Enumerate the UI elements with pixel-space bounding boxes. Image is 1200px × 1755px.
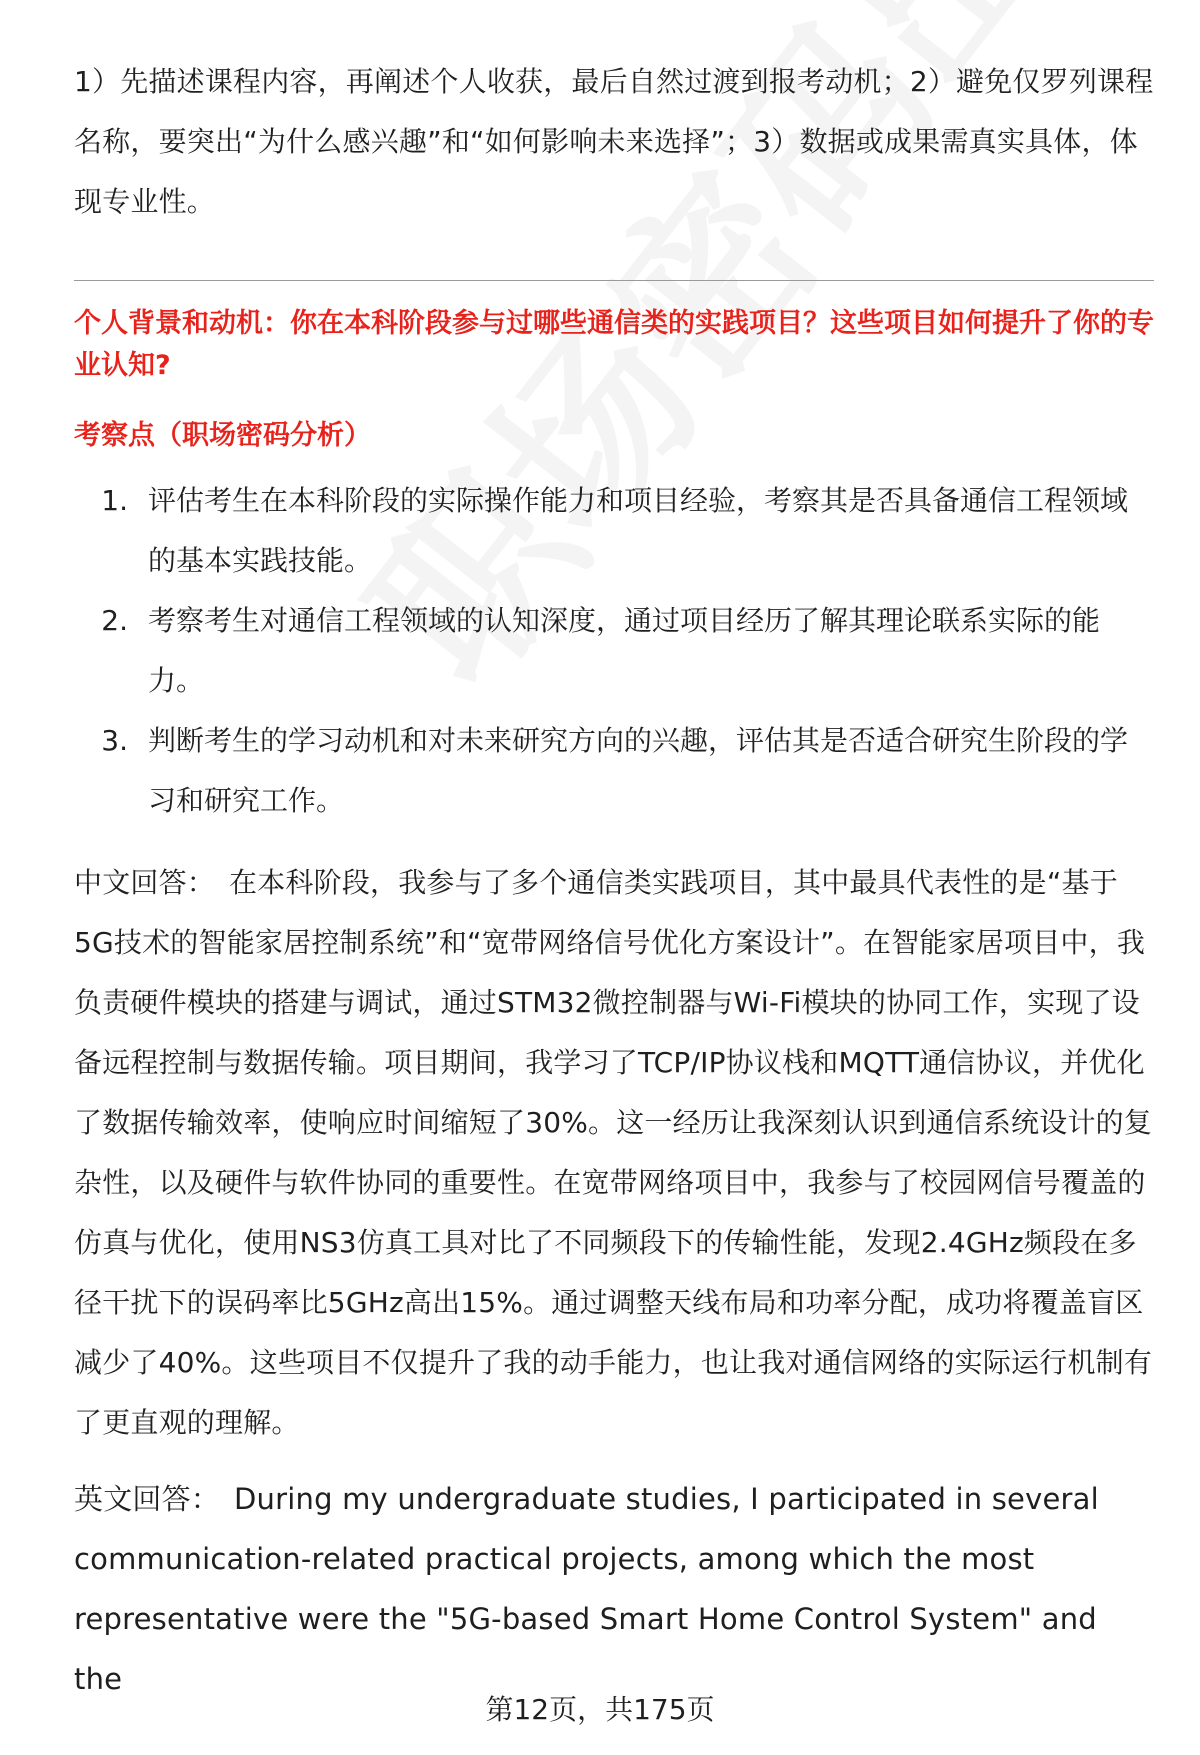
list-item: [74, 591, 1154, 711]
assessment-points-list: [74, 471, 1154, 831]
chinese-answer-label: 中文回答：: [74, 866, 216, 899]
chinese-answer: [74, 853, 1154, 1453]
list-number: 3.: [101, 724, 128, 757]
list-text: 考察考生对通信工程领域的认知深度，通过项目经历了解其理论联系实际的能力。: [148, 604, 1101, 697]
question-heading: 个人背景和动机：你在本科阶段参与过哪些通信类的实践项目？这些项目如何提升了你的专业认知?: [74, 308, 1154, 381]
english-answer-text: During my undergraduate studies, I participated in several communication-related practical projects, among which the most representative were the "5G-based Smart Home Control System" and the: [74, 1482, 1099, 1696]
intro-paragraph: 1）先描述课程内容，再阐述个人收获，最后自然过渡到报考动机；2）避免仅罗列课程名称，要突出“为什么感兴趣”和“如何影响未来选择”；3）数据或成果需真实具体，体现专业性。: [74, 65, 1154, 218]
document-page: [74, 52, 1154, 1709]
english-answer: [74, 1469, 1154, 1709]
list-item: [74, 471, 1154, 591]
list-item: [74, 711, 1154, 831]
english-answer-label: 英文回答：: [74, 1482, 221, 1516]
list-number: 2.: [101, 604, 128, 637]
section-divider: [74, 280, 1154, 281]
list-text: 评估考生在本科阶段的实际操作能力和项目经验，考察其是否具备通信工程领域的基本实践技能。: [148, 484, 1129, 577]
section-title: 考察点（职场密码分析）: [74, 420, 371, 451]
list-text: 判断考生的学习动机和对未来研究方向的兴趣，评估其是否适合研究生阶段的学习和研究工作。: [148, 724, 1129, 817]
chinese-answer-text: 在本科阶段，我参与了多个通信类实践项目，其中最具代表性的是“基于5G技术的智能家居控制系统”和“宽带网络信号优化方案设计”。在智能家居项目中，我负责硬件模块的搭建与调试，通过STM32微控制器与Wi-Fi模块的协同工作，实现了设备远程控制与数据传输。项目期间，我学习了TCP/IP协议栈和MQTT通信协议，并优化了数据传输效率，使响应时间缩短了30%。这一经历让我深刻认识到通信系统设计的复杂性，以及硬件与软件协同的重要性。在宽带网络项目中，我参与了校园网信号覆盖的仿真与优化，使用NS3仿真工具对比了不同频段下的传输性能，发现2.4GHz频段在多径干扰下的误码率比5GHz高出15%。通过调整天线布局和功率分配，成功将覆盖盲区减少了40%。这些项目不仅提升了我的动手能力，也让我对通信网络的实际运行机制有了更直观的理解。: [74, 866, 1153, 1439]
list-number: 1.: [101, 484, 128, 517]
page-number-footer: 第12页，共175页: [485, 1693, 715, 1726]
